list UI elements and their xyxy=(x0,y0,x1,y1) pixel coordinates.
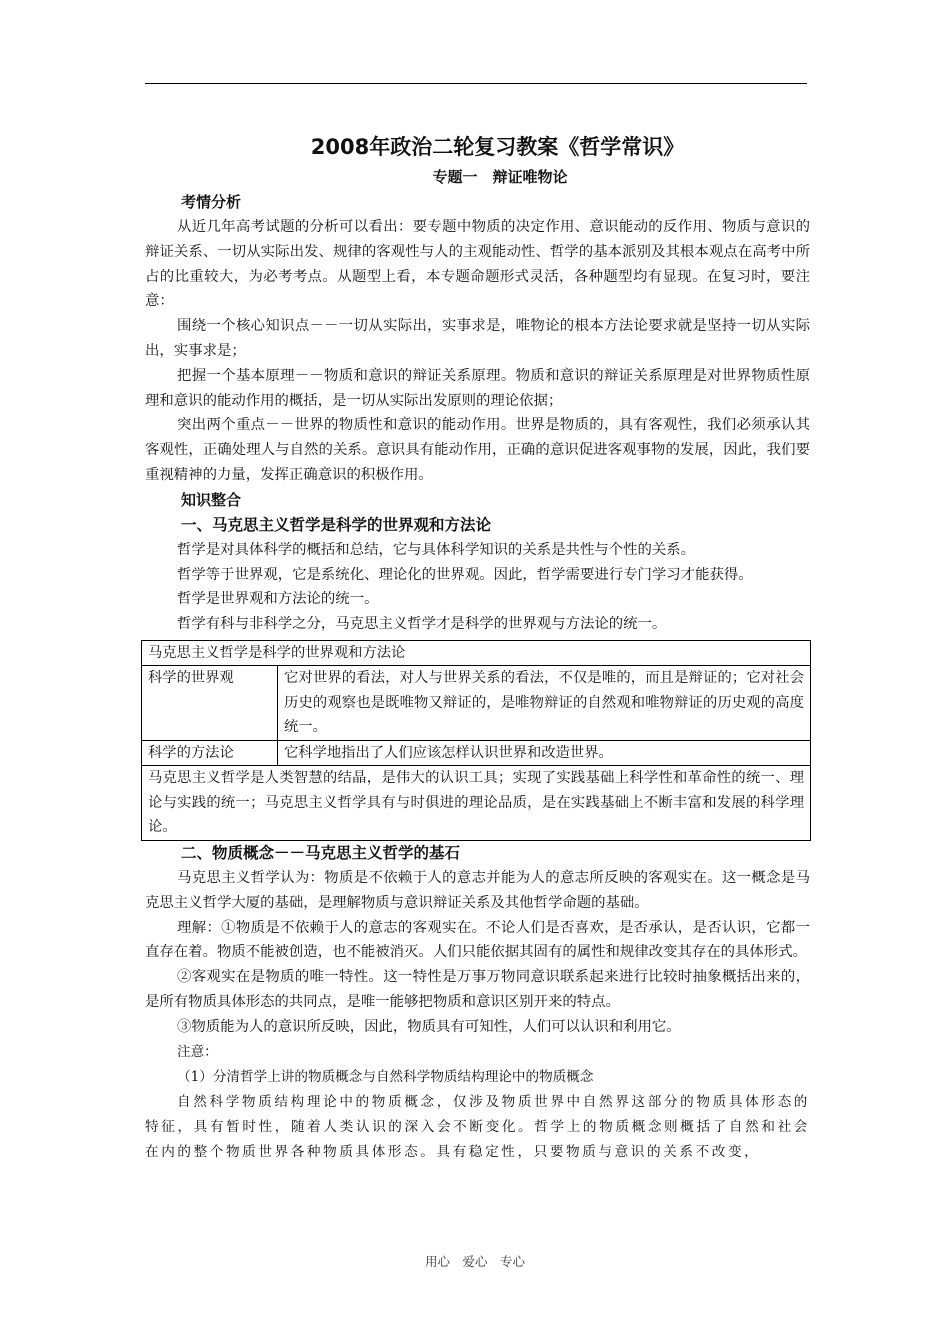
paragraph: 理解：①物质是不依赖于人的意志的客观实在。不论人们是否喜欢，是否承认，是否认识，它都一直存在着。物质不能被创造，也不能被消灭。人们只能依据其固有的属性和规律改变其存在的具体形式。 xyxy=(145,919,810,961)
section-heading-knowledge: 知识整合 xyxy=(181,490,242,509)
table-header-cell: 马克思主义哲学是科学的世界观和方法论 xyxy=(142,640,811,666)
paragraph: 从近几年高考试题的分析可以看出：要专题中物质的决定作用、意识能动的反作用、物质与意识的辩证关系、一切从实际出发、规律的客观性与人的主观能动性、哲学的基本派别及其根本观点在高考中所占的比重较大，为必考考点。从题型上看，本专题命题形式灵活，各种题型均有显现。在复习时，要注意： xyxy=(145,219,810,310)
document-title: 2008年政治二轮复习教案《哲学常识》 xyxy=(310,135,685,159)
part-heading-2: 二、物质概念－－马克思主义哲学的基石 xyxy=(181,843,461,862)
table-label-cell: 科学的世界观 xyxy=(142,666,278,741)
table-row xyxy=(142,766,811,841)
paragraph: ③物质能为人的意识所反映，因此，物质具有可知性，人们可以认识和利用它。 xyxy=(177,1018,681,1035)
paragraph: 把握一个基本原理－－物质和意识的辩证关系原理。物质和意识的辩证关系原理是对世界物质性原理和意识的能动作用的概括，是一切从实际出发原则的理论依据； xyxy=(145,367,810,409)
paragraph: 哲学等于世界观，它是系统化、理论化的世界观。因此，哲学需要进行专门学习才能获得。 xyxy=(177,566,753,583)
table-label-cell: 科学的方法论 xyxy=(142,740,278,766)
document-subtitle: 专题一 辩证唯物论 xyxy=(432,168,568,186)
paragraph: 马克思主义哲学认为：物质是不依赖于人的意志并能为人的意志所反映的客观实在。这一概念是马克思主义哲学大厦的基础，是理解物质与意识辩证关系及其他哲学命题的基础。 xyxy=(145,869,810,911)
table-text-cell: 它对世界的看法，对人与世界关系的看法，不仅是唯的，而且是辩证的；它对社会历史的观察也是既唯物又辩证的，是唯物辩证的自然观和唯物辩证的历史观的高度统一。 xyxy=(278,666,811,741)
paragraph: 围绕一个核心知识点－－一切从实际出，实事求是，唯物论的根本方法论要求就是坚持一切从实际出，实事求是； xyxy=(145,318,810,359)
note-paragraph: 自然科学物质结构理论中的物质概念，仅涉及物质世界中自然界这部分的物质具体形态的特征，具有暂时性，随着人类认识的深入会不断变化。哲学上的物质概念则概括了自然和社会在内的整个物质世界各种物质具体形态。具有稳定性，只要物质与意识的关系不改变， xyxy=(145,1093,810,1160)
document-body xyxy=(145,130,810,1165)
paragraph: 突出两个重点－－世界的物质性和意识的能动作用。世界是物质的，具有客观性，我们必须承认其客观性，正确处理人与自然的关系。意识具有能动作用，正确的意识促进客观事物的发展，因此，我们要重视精神的力量，发挥正确意识的积极作用。 xyxy=(145,417,810,483)
note-item: （1）分清哲学上讲的物质概念与自然科学物质结构理论中的物质概念 xyxy=(177,1068,594,1085)
paragraph: 哲学有科与非科学之分，马克思主义哲学才是科学的世界观与方法论的统一。 xyxy=(177,616,667,633)
note-label: 注意： xyxy=(177,1043,218,1060)
page-footer: 用心 爱心 专心 xyxy=(424,1254,525,1269)
table-text-cell: 它科学地指出了人们应该怎样认识世界和改造世界。 xyxy=(278,740,811,766)
paragraph: 哲学是世界观和方法论的统一。 xyxy=(177,591,379,608)
paragraph: 哲学是对具体科学的概括和总结，它与具体科学知识的关系是共性与个性的关系。 xyxy=(177,541,696,558)
summary-table xyxy=(141,640,811,841)
table-footer-cell: 马克思主义哲学是人类智慧的结晶，是伟大的认识工具；实现了实践基础上科学性和革命性的统一、理论与实践的统一；马克思主义哲学具有与时俱进的理论品质，是在实践基础上不断丰富和发展的科学理论。 xyxy=(142,766,811,841)
section-heading-analysis: 考情分析 xyxy=(181,193,242,211)
part-heading-1: 一、马克思主义哲学是科学的世界观和方法论 xyxy=(181,515,492,534)
header-rule xyxy=(145,83,807,84)
table-row xyxy=(142,640,811,666)
paragraph: ②客观实在是物质的唯一特性。这一特性是万事万物同意识联系起来进行比较时抽象概括出来的，是所有物质具体形态的共同点，是唯一能够把物质和意识区别开来的特点。 xyxy=(145,969,810,1010)
table-row xyxy=(142,666,811,741)
table-row xyxy=(142,740,811,766)
